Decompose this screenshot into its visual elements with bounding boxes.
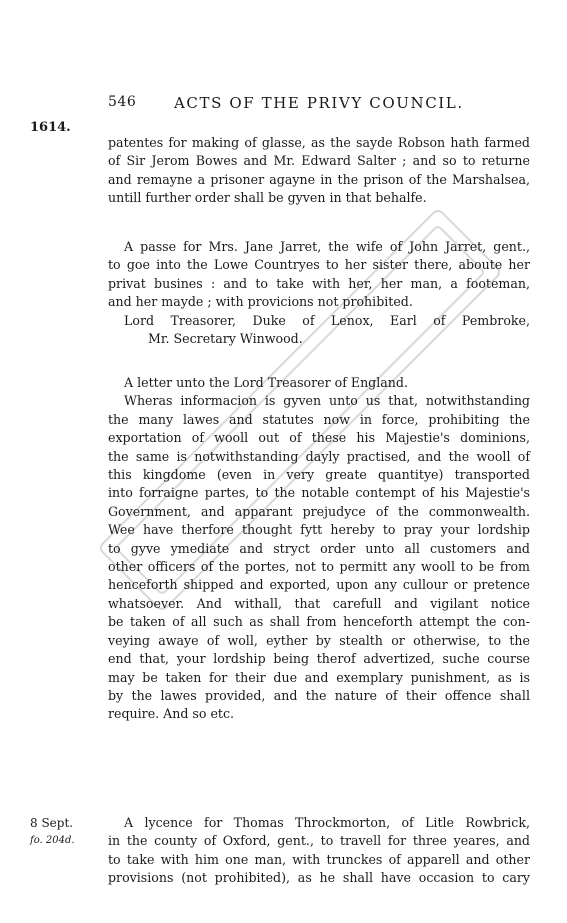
text-line: A lycence for Thomas Throckmorton, of Litle Rowbrick, [124, 815, 530, 830]
signatories-line: Lord Treasorer, Duke of Lenox, Earl of Pembroke, [124, 312, 530, 328]
text-line: whatsoever. And withall, that carefull and vigilant notice [108, 595, 530, 611]
running-title: ACTS OF THE PRIVY COUNCIL. [174, 94, 464, 112]
text-line: end that, your lordship being therof advertized, suche course [108, 651, 530, 667]
margin-year: 1614. [30, 120, 71, 135]
page-number: 546 [108, 94, 137, 110]
text-line: this kingdome (even in very greate quantitye) transported [108, 467, 530, 483]
text-line: henceforth shipped and exported, upon any cullour or pretence [108, 577, 530, 593]
text-line: privat busines : and to take with her, her man, a footeman, [108, 275, 530, 291]
text-line: provisions (not prohibited), as he shall have occasion to cary [108, 870, 530, 886]
text-line: may be taken for their due and exemplary punishment, as is [108, 669, 530, 685]
text-line: veying awaye of woll, eyther by stealth or otherwise, to the [108, 632, 530, 648]
text-line: of Sir Jerom Bowes and Mr. Edward Salter ; and so to returne [108, 153, 530, 169]
text-line: Government, and apparant prejudyce of the commonwealth. [108, 503, 530, 519]
text-line: by the lawes provided, and the nature of their offence shall [108, 687, 530, 703]
text-line: to gyve ymediate and stryct order unto all customers and [108, 540, 530, 556]
text-line: be taken of all such as shall from henceforth attempt the con- [108, 614, 530, 630]
text-line: patentes for making of glasse, as the sayde Robson hath farmed [108, 135, 530, 150]
text-line: in the county of Oxford, gent., to travell for three yeares, and [108, 833, 530, 849]
signatories-line: Mr. Secretary Winwood. [148, 331, 303, 347]
margin-folio: fo. 204d. [30, 835, 75, 846]
margin-date: 8 Sept. [30, 816, 74, 830]
margin-date-note [30, 814, 75, 850]
paragraph-passe-jarret [108, 238, 530, 348]
text-line: into forraigne partes, to the notable contempt of his Majestie's [108, 485, 530, 501]
text-line: A passe for Mrs. Jane Jarret, the wife of John Jarret, gent., [124, 239, 530, 254]
text-line: untill further order shall be gyven in that behalfe. [108, 190, 427, 206]
text-line: the many lawes and statutes now in force, prohibiting the [108, 411, 530, 427]
text-line: Wheras informacion is gyven unto us that, notwithstanding [124, 393, 530, 409]
text-line: exportation of wooll out of these his Majestie's dominions, [108, 430, 530, 446]
page-header [108, 94, 528, 116]
text-line: the same is notwithstanding dayly practised, and the wooll of [108, 448, 530, 464]
paragraph-letter-wooll [108, 374, 530, 724]
paragraph-glass-patents [108, 134, 530, 208]
paragraph-lycence-throckmorton [108, 814, 530, 888]
text-line: other officers of the portes, not to permitt any wooll to be from [108, 559, 530, 575]
text-line: to goe into the Lowe Countryes to her sister there, aboute her [108, 257, 530, 273]
text-line: Wee have therfore thought fytt hereby to pray your lordship [108, 522, 530, 538]
text-line: to take with him one man, with trunckes of apparell and other [108, 851, 530, 867]
letter-heading: A letter unto the Lord Treasorer of England. [124, 375, 408, 390]
text-line: and remayne a prisoner agayne in the prison of the Marshalsea, [108, 171, 530, 187]
text-line: require. And so etc. [108, 706, 235, 722]
text-line: and her mayde ; with provicions not prohibited. [108, 294, 413, 310]
